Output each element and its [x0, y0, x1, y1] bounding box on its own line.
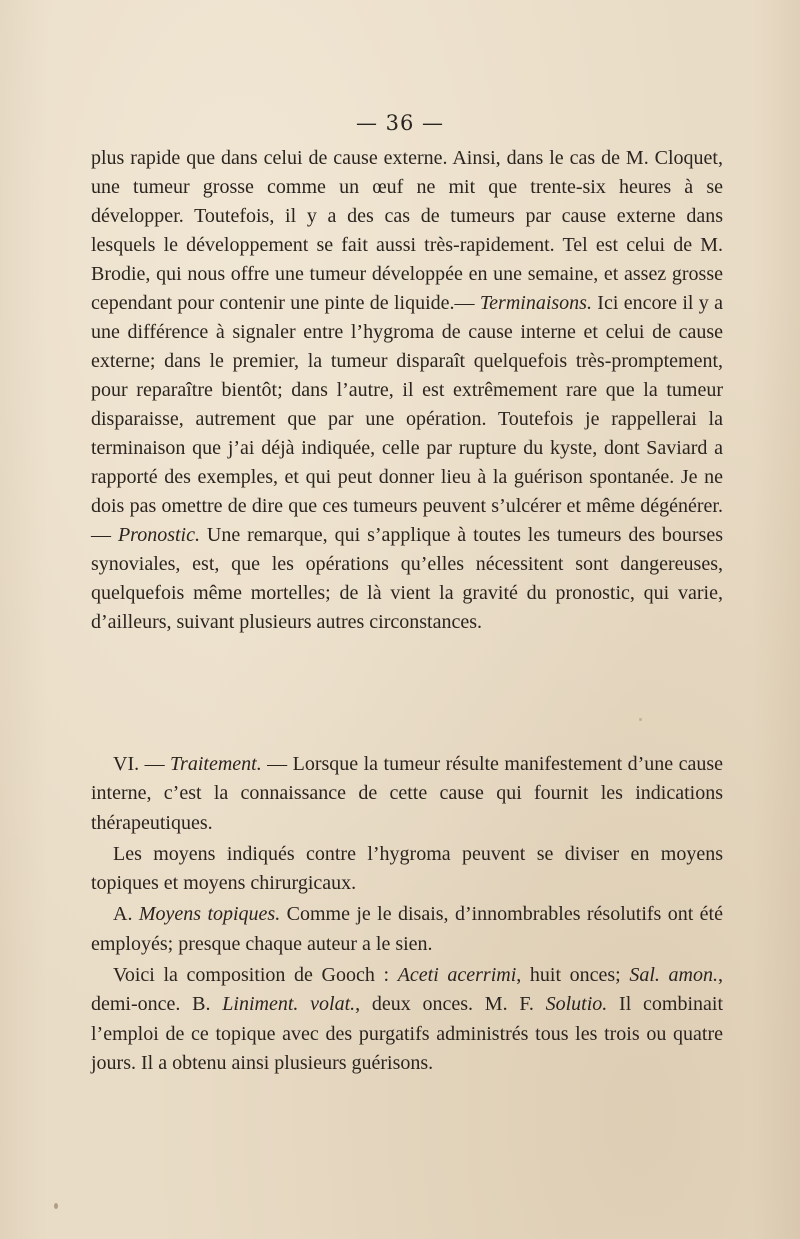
italic-term: Sal. amon.	[629, 964, 718, 987]
italic-term: Moyens topiques.	[138, 903, 281, 926]
text-run: Ici encore il y a une différence à signaler entre l’hygroma de cause interne et celui de cause externe; dans le premier, la tumeur disparaît quelquefois très-promptement, pour reparaître bientôt; dans l’autre, il est extrêmement rare que la tumeur disparaisse, autrement que par une opération. Toutefois je rappellerai la terminaison que j’ai déjà indiquée, celle par rupture du kyste, dont Saviard a rapporté des exemples, et qui peut donner lieu à la guérison spontanée. Je ne dois pas omettre de dire que ces tumeurs peuvent s’ulcérer et même dégénérer. —	[91, 292, 724, 546]
text-run: Les moyens indiqués contre l’hygroma peuvent se diviser en moyens topiques et moyens chirurgicaux.	[91, 842, 723, 895]
text-run: , huit onces;	[516, 964, 630, 987]
text-run: Comme je le disais, d’innombrables résolutifs ont été employés; presque chaque auteur a le sien.	[91, 903, 723, 955]
text-run: Il combinait l’emploi de ce topique avec des purgatifs administrés tous les trois ou quatre jours. Il a obtenu ainsi plusieurs guérisons.	[91, 993, 724, 1074]
italic-term: Terminaisons.	[479, 292, 592, 314]
italic-term: Aceti acerrimi	[397, 964, 517, 987]
italic-term: Traitement.	[170, 753, 262, 775]
paragraph-traitement	[91, 750, 723, 838]
text-run: VI. —	[113, 753, 171, 775]
ink-speck	[54, 1203, 58, 1209]
text-run: Voici la composition de Gooch :	[113, 964, 398, 987]
ink-speck	[639, 718, 642, 721]
paragraph-continuation	[91, 144, 723, 637]
paragraph-gooch	[91, 961, 723, 1078]
text-block-treatment	[91, 750, 723, 1078]
italic-term: Liniment. volat.	[222, 993, 356, 1016]
text-run: A.	[113, 903, 139, 926]
text-run: Une remarque, qui s’applique à toutes les tumeurs des bourses synoviales, est, que les opérations qu’elles nécessitent sont dangereuses, quelquefois même mortelles; de là vient la gravité du pronostic, qui varie, d’ailleurs, suivant plusieurs autres circonstances.	[91, 524, 724, 633]
paragraph-moyens-topiques	[91, 900, 723, 959]
text-run: , deux onces. M. F.	[355, 993, 546, 1016]
text-block-continuation	[91, 144, 723, 637]
page-number: — 36 —	[355, 111, 445, 135]
italic-term: Solutio.	[545, 993, 608, 1016]
text-run: — Lorsque la tumeur résulte manifestement d’une cause interne, c’est la connaissance de cette cause qui fournit les indications thérapeutiques.	[91, 753, 723, 834]
text-run: plus rapide que dans celui de cause externe. Ainsi, dans le cas de M. Cloquet, une tumeur grosse comme un œuf ne mit que trente-six heures à se développer. Toutefois, il y a des cas de tumeurs par cause externe dans lesquels le développement se fait aussi très-rapidement. Tel est celui de M. Brodie, qui nous offre une tumeur développée en une semaine, et assez grosse cependant pour contenir une pinte de liquide.—	[91, 147, 723, 314]
paragraph-moyens	[91, 840, 723, 899]
italic-term: Pronostic.	[117, 524, 200, 546]
text-run: , demi-once. B.	[91, 964, 723, 1016]
